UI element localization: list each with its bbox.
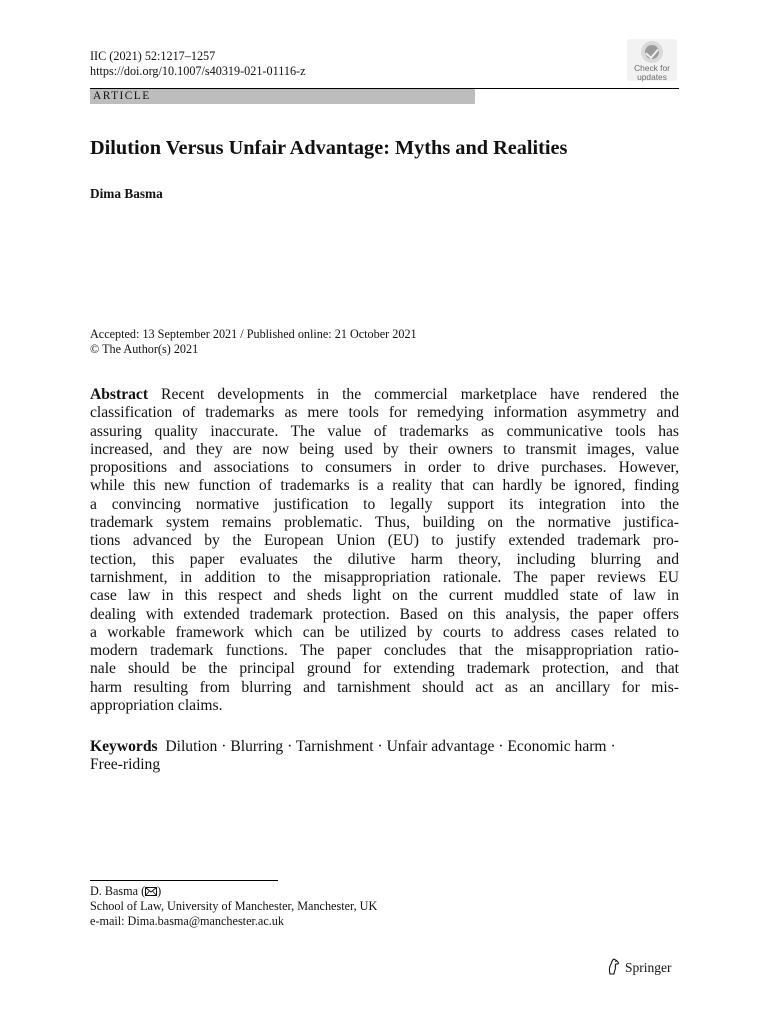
keywords-label: Keywords bbox=[90, 738, 158, 755]
journal-citation: IIC (2021) 52:1217–1257 bbox=[90, 49, 216, 63]
abstract-line: Abstract Recent developments in the commercial marketplace have rendered the bbox=[90, 386, 679, 403]
springer-horse-icon bbox=[606, 960, 625, 975]
abstract bbox=[90, 386, 679, 715]
envelope-icon[interactable] bbox=[145, 884, 157, 898]
author-name: Dima Basma bbox=[90, 186, 163, 201]
journal-header bbox=[90, 49, 306, 79]
keywords bbox=[90, 738, 679, 775]
publisher-name: Springer bbox=[625, 960, 672, 975]
publication-dates bbox=[90, 327, 417, 357]
author-affiliation: School of Law, University of Manchester, Manchester, UK bbox=[90, 899, 378, 913]
abstract-line: assuring quality inaccurate. The value of trademarks as communicative tools has bbox=[90, 422, 679, 440]
keywords-line: Keywords Dilution · Blurring · Tarnishment · Unfair advantage · Economic harm · bbox=[90, 738, 616, 755]
check-for-updates-badge[interactable] bbox=[627, 39, 677, 81]
author-contact-line: D. Basma ( ) bbox=[90, 884, 162, 898]
publisher-logo bbox=[606, 958, 672, 976]
abstract-line: propositions and associations to consumers in order to drive purchases. However, bbox=[90, 459, 679, 477]
abstract-label: Abstract bbox=[90, 386, 149, 403]
abstract-line: tection, this paper evaluates the dilutive harm theory, including blurring and bbox=[90, 550, 679, 568]
keywords-line: Free-riding bbox=[90, 756, 161, 774]
abstract-line: increased, and they are now being used by their owners to transmit images, value bbox=[90, 440, 679, 458]
doi-link[interactable]: https://doi.org/10.1007/s40319-021-01116-z bbox=[90, 64, 306, 78]
author-footnote bbox=[90, 884, 377, 929]
abstract-line: harm resulting from blurring and tarnishment should act as an ancillary for mis- bbox=[90, 678, 679, 696]
copyright-line: © The Author(s) 2021 bbox=[90, 342, 199, 356]
abstract-line: tarnishment, in addition to the misappropriation rationale. The paper reviews EU bbox=[90, 568, 679, 586]
abstract-line: classification of trademarks as mere tools for remedying information asymmetry and bbox=[90, 404, 679, 422]
abstract-line: a convincing normative justification to legally support its integration into the bbox=[90, 495, 679, 513]
accepted-published-line: Accepted: 13 September 2021 / Published online: 21 October 2021 bbox=[90, 327, 417, 341]
abstract-line: tions advanced by the European Union (EU) to justify extended trademark pro- bbox=[90, 532, 679, 550]
section-label: ARTICLE bbox=[90, 89, 475, 104]
abstract-line: case law in this respect and sheds light on the current muddled state of law in bbox=[90, 587, 679, 605]
check-updates-line1: Check for bbox=[634, 63, 670, 73]
abstract-line: a workable framework which can be utilized by courts to address cases related to bbox=[90, 623, 679, 641]
abstract-line: trademark system remains problematic. Thus, building on the normative justifica- bbox=[90, 514, 679, 532]
abstract-line: appropriation claims. bbox=[90, 697, 223, 715]
check-updates-icon bbox=[641, 41, 663, 63]
abstract-line: nale should be the principal ground for extending trademark protection, and that bbox=[90, 660, 679, 678]
abstract-line: dealing with extended trademark protection. Based on this analysis, the paper offers bbox=[90, 605, 679, 623]
paper-title: Dilution Versus Unfair Advantage: Myths and Realities bbox=[90, 137, 568, 159]
footnote-rule bbox=[90, 880, 278, 881]
author-email[interactable]: e-mail: Dima.basma@manchester.ac.uk bbox=[90, 914, 284, 928]
abstract-line: modern trademark functions. The paper concludes that the misappropriation ratio- bbox=[90, 642, 679, 660]
check-updates-line2: updates bbox=[637, 72, 667, 83]
abstract-line: while this new function of trademarks is a reality that can hardly be ignored, finding bbox=[90, 477, 679, 495]
